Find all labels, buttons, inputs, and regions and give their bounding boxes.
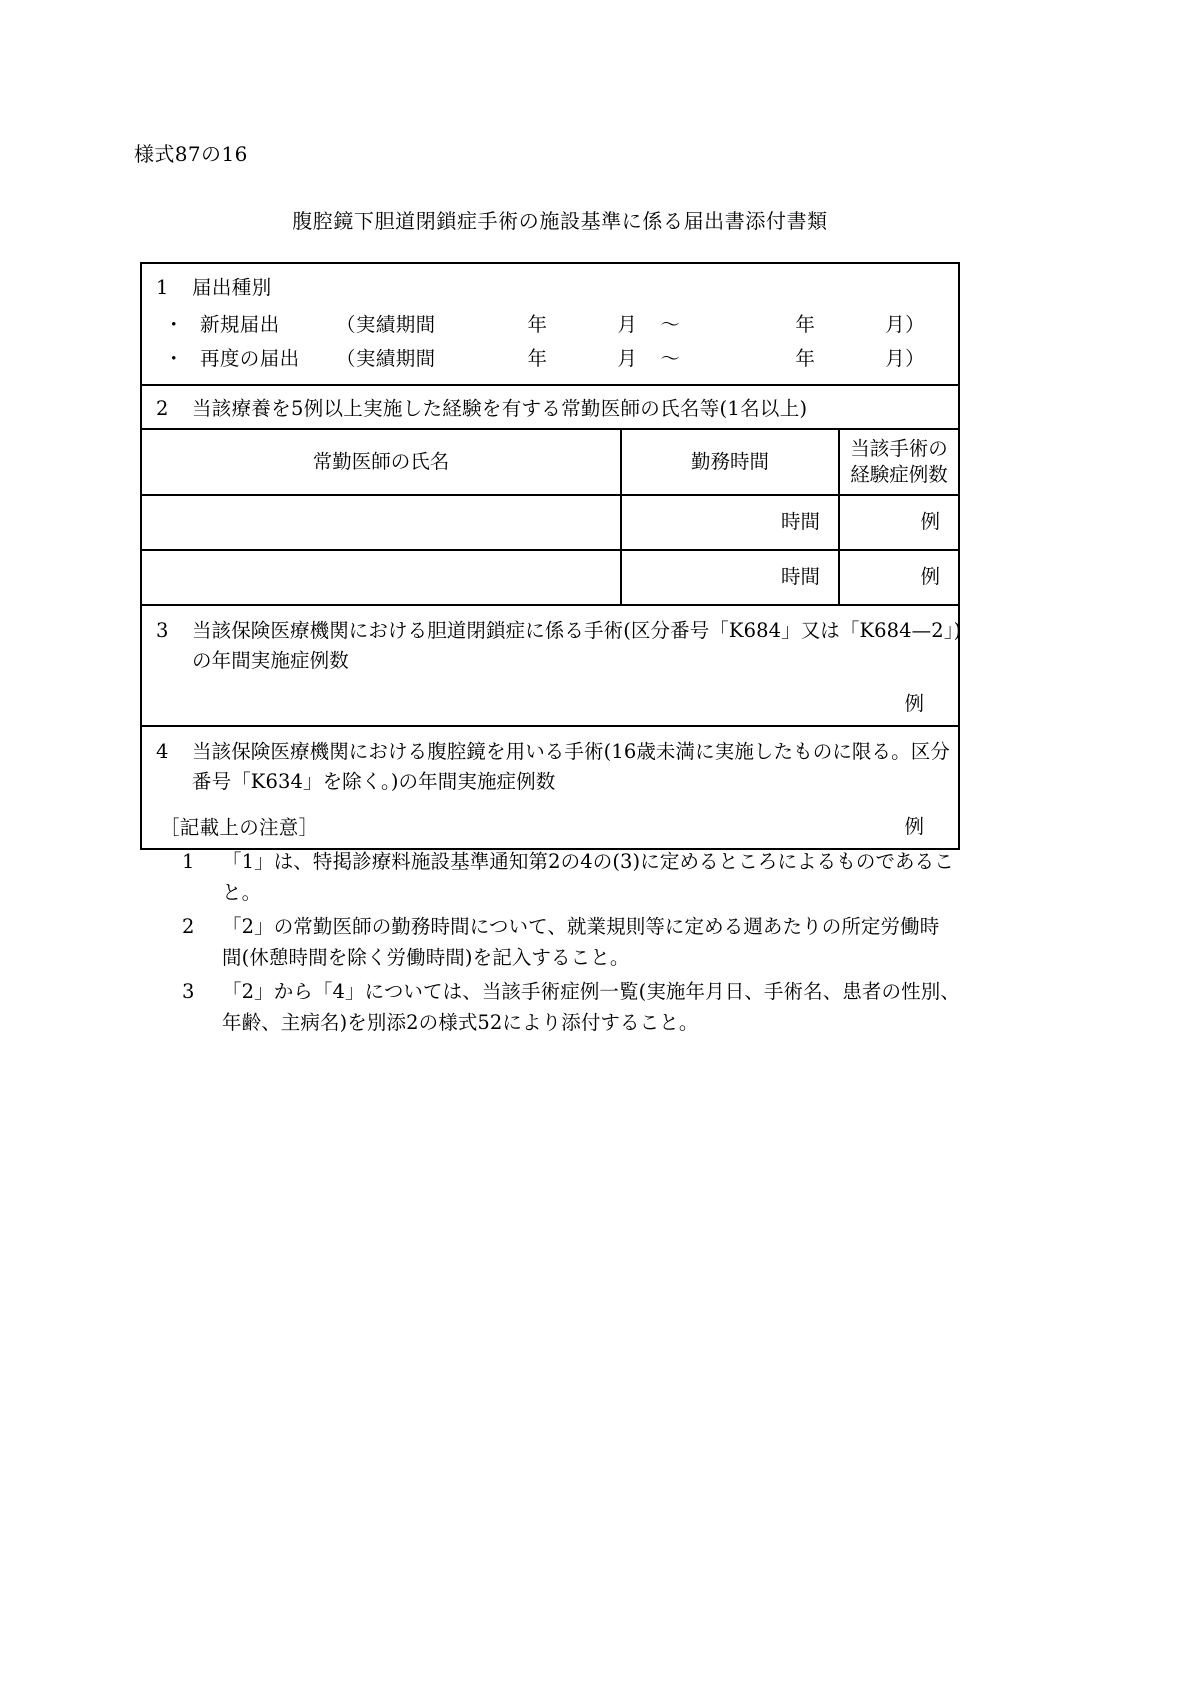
page-title: 腹腔鏡下胆道閉鎖症手術の施設基準に係る届出書添付書類 xyxy=(292,209,828,233)
note-text-line1: 「2」の常勤医師の勤務時間について、就業規則等に定める週あたりの所定労働時 xyxy=(222,914,940,938)
section-4-heading xyxy=(142,735,958,765)
section-3-line1: 当該保険医療機関における胆道閉鎖症に係る手術(区分番号「K684」又は「K684—2」) xyxy=(192,619,962,642)
section-2-number: 2 xyxy=(156,397,169,420)
period-start-year-label: 年 xyxy=(527,347,548,370)
note-text-line2: 間(休憩時間を除く労働時間)を記入すること。 xyxy=(222,946,630,970)
filing-type-repeat-label: 再度の届出 xyxy=(200,347,300,370)
note-number: 1 xyxy=(182,849,195,873)
note-item xyxy=(160,976,1060,1039)
section-4-unit[interactable]: 例 xyxy=(904,815,924,838)
note-number: 2 xyxy=(182,914,195,938)
work-hours-unit[interactable]: 時間 xyxy=(622,551,840,604)
doctor-name-field[interactable] xyxy=(142,496,622,549)
period-end-year-label: 年 xyxy=(795,347,816,370)
section-3-line2: の年間実施症例数 xyxy=(192,649,349,672)
period-open-paren: （実績期間 xyxy=(336,313,436,336)
period-end-year-label: 年 xyxy=(795,313,816,336)
section-4-line1: 当該保険医療機関における腹腔鏡を用いる手術(16歳未満に実施したものに限る。区分 xyxy=(192,740,950,763)
period-range-tilde: ～ xyxy=(660,313,681,336)
bullet-icon: ・ xyxy=(164,347,184,370)
filing-type-new[interactable] xyxy=(142,306,958,340)
table-row[interactable] xyxy=(142,551,958,606)
period-open-paren: （実績期間 xyxy=(336,347,436,370)
period-range-tilde: ～ xyxy=(660,347,681,370)
note-item xyxy=(160,911,1060,974)
column-header-doctor-name: 常勤医師の氏名 xyxy=(142,430,622,494)
doctor-table-header xyxy=(142,430,958,496)
note-text xyxy=(222,976,1060,1039)
column-header-work-hours: 勤務時間 xyxy=(622,430,840,494)
section-4-line2-row xyxy=(142,765,958,795)
section-3-number: 3 xyxy=(156,619,169,642)
doctor-name-field[interactable] xyxy=(142,551,622,604)
section-1-heading xyxy=(142,272,958,306)
bullet-icon: ・ xyxy=(164,313,184,336)
note-text-line1: 「1」は、特掲診療料施設基準通知第2の4の(3)に定めるところによるものであるこ xyxy=(222,849,954,873)
period-end-month-label: 月） xyxy=(885,347,926,370)
notes-section xyxy=(160,812,1060,1039)
note-number: 3 xyxy=(182,979,195,1003)
note-text xyxy=(222,846,1060,909)
period-start-month-label: 月 xyxy=(617,347,638,370)
form-table xyxy=(140,262,960,850)
section-3-heading xyxy=(142,614,962,644)
column-header-case-count xyxy=(840,430,958,494)
section-1-number: 1 xyxy=(156,276,169,299)
section-3 xyxy=(142,606,962,727)
section-3-line2-row xyxy=(142,644,958,674)
column-header-case-count-line2: 経験症例数 xyxy=(850,463,948,486)
table-row[interactable] xyxy=(142,496,958,551)
form-number: 様式87の16 xyxy=(134,142,248,166)
section-4-number: 4 xyxy=(156,740,169,763)
case-count-unit[interactable]: 例 xyxy=(920,510,940,534)
note-text xyxy=(222,911,1060,974)
work-hours-unit[interactable]: 時間 xyxy=(622,496,840,549)
filing-type-new-label: 新規届出 xyxy=(200,313,280,336)
filing-type-repeat[interactable] xyxy=(142,340,958,374)
period-start-month-label: 月 xyxy=(617,313,638,336)
section-1 xyxy=(142,264,958,386)
section-4-line2: 番号「K634」を除く。)の年間実施症例数 xyxy=(192,770,556,793)
column-header-case-count-line1: 当該手術の xyxy=(850,436,948,460)
period-end-month-label: 月） xyxy=(885,313,926,336)
case-count-unit[interactable]: 例 xyxy=(920,565,940,589)
section-2-heading-band xyxy=(142,386,958,430)
section-3-unit[interactable]: 例 xyxy=(904,692,924,715)
note-item xyxy=(160,846,1060,909)
section-2-heading xyxy=(142,386,958,428)
note-text-line2: と。 xyxy=(222,881,262,905)
note-text-line2: 年齢、主病名)を別添2の様式52により添付すること。 xyxy=(222,1011,699,1035)
note-text-line1: 「2」から「4」については、当該手術症例一覧(実施年月日、手術名、患者の性別、 xyxy=(222,979,960,1003)
period-start-year-label: 年 xyxy=(527,313,548,336)
section-1-label: 届出種別 xyxy=(192,276,272,299)
section-2-label: 当該療養を5例以上実施した経験を有する常勤医師の氏名等(1名以上) xyxy=(192,397,808,420)
notes-heading: ［記載上の注意］ xyxy=(160,816,319,839)
